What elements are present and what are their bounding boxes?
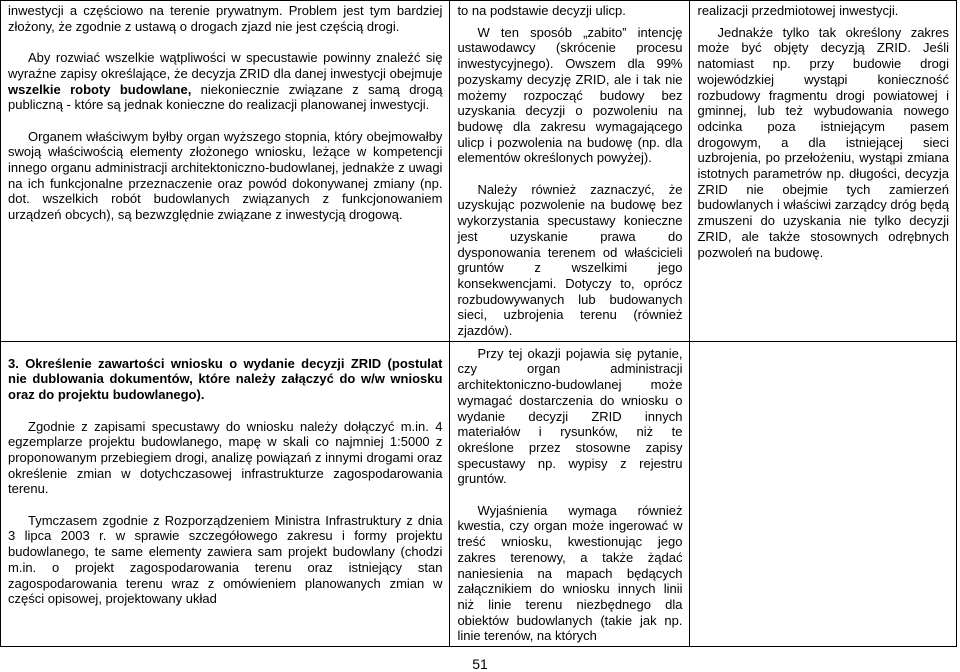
paragraph: Wyjaśnienia wymaga również kwestia, czy organ może ingerować w treść wniosku, kwestionując jego zakres terenowy, a także żądać naniesienia na mapach będących załącznikiem do wniosku innych linii niż linie terenu niezbędnego dla obiektów budowlanych (takie jak np. linie terenów, na których [457,502,683,644]
paragraph: realizacji przedmiotowej inwestycji. [697,3,899,18]
paragraph: W ten sposób „zabito” intencję ustawodawcy (skrócenie procesu inwestycyjnego). Owszem dla 99% pozyskamy decyzję ZRID, ale i tak nie możemy rozpocząć budowy bez uzyskania decyzji o pozwoleniu na budowę dla zakresu wymagającego ulicp i pozwolenia na budowę (np. dla elementów określonych powyżej). [457,24,683,166]
table-cell-r2-c3 [690,341,957,646]
table-cell-r2-c2 [450,341,690,646]
paragraph [8,50,442,113]
paragraph: Zgodnie z zapisami specustawy do wniosku należy dołączyć m.in. 4 egzemplarze projektu budowlanego, mapę w skali co najmniej 1:5000 z proponowanym przebiegiem drogi, analizę powiązań z innymi drogami oraz określenie zmian w dotychczasowej infrastrukturze zagospodarowania terenu. [8,418,443,497]
paragraph: Przy tej okazji pojawia się pytanie, czy organ administracji architektoniczno-budowlanej może wymagać dostarczenia do wniosku o wydanie decyzji ZRID innych materiałów i rysunków, niż te określone przez stosowne zapisy specustawy np. wypisy z rejestru gruntów. [457,345,683,487]
table-row [1,1,957,342]
page-number: 51 [472,656,488,672]
table-cell-r1-c3 [690,1,957,342]
section-heading: 3. Określenie zawartości wniosku o wydanie decyzji ZRID (postulat nie dublowania dokumentów, które należy załączyć do w/w wniosku oraz do projektu budowlanego). [8,355,443,403]
paragraph: to na podstawie decyzji ulicp. [457,3,626,18]
table-cell-r1-c1 [1,1,450,342]
paragraph: Organem właściwym byłby organ wyższego stopnia, który obejmowałby swoją właściwością elementy złożonego wniosku, leżące w kompetencji innego organu administracji architektoniczno-budowlanej, jednakże z uwagi na ich funkcjonalne przeznaczenie oraz powód dokonywanej zmiany (np. dot. wszelkich robót budowlanych związanych z funkcjonowaniem urządzeń obcych), są bezwzględnie związane z inwestycją drogową. [8,128,443,223]
paragraph: Należy również zaznaczyć, że uzyskując pozwolenie na budowę bez wykorzystania specustawy konieczne jest uzyskanie prawa do dysponowania terenem od właścicieli gruntów z wszelkimi jego konsekwencjami. Dotyczy to, oprócz rozbudowywanych lub budowanych sieci, uzbrojenia terenu (również zjazdów). [457,181,683,339]
text-run: niekoniecznie związane z samą drogą publiczną - które są jednak konieczne do realizacji planowanej inwestycji. [8,81,443,113]
table-cell-r1-c2 [450,1,690,342]
bold-text-run: wszelkie roboty budowlane, [8,81,192,97]
paragraph: Tymczasem zgodnie z Rozporządzeniem Ministra Infrastruktury z dnia 3 lipca 2003 r. w sprawie szczegółowego zakresu i formy projektu budowlanego, te same elementy zawiera sam projekt budowlany (chodzi m.in. o projekt zagospodarowania terenu oraz istniejący stan zagospodarowania terenu wraz z omówieniem planowanych zmian w części opisowej, projektowany układ [8,512,443,607]
text-run: Aby rozwiać wszelkie wątpliwości w specustawie powinny znaleźć się wyraźne zapisy określające, że decyzja ZRID dla danej inwestycji obejmuje [8,50,443,81]
paragraph: Jednakże tylko tak określony zakres może być objęty decyzją ZRID. Jeśli natomiast np. przy budowie drogi wojewódzkiej wystąpi konieczność rozbudowy fragmentu drogi powiatowej i gminnej, lub też wybudowania nowego odcinka poza istniejącym pasem drogowym, a dla istniejącej sieci uzbrojenia, po przełożeniu, wystąpi zmiana istotnych parametrów np. długości, decyzja ZRID nie obejmie tych zamierzeń budowlanych i właściwi zarządcy dróg będą zmuszeni do uzyskania nie tylko decyzji ZRID, ale także stosownych odrębnych pozwoleń na budowę. [697,24,949,260]
table-row [1,341,957,646]
table-cell-r2-c1 [1,341,450,646]
paragraph: inwestycji a częściowo na terenie prywatnym. Problem jest tym bardziej złożony, że zgodnie z ustawą o drogach zjazd nie jest częścią drogi. [8,3,443,34]
